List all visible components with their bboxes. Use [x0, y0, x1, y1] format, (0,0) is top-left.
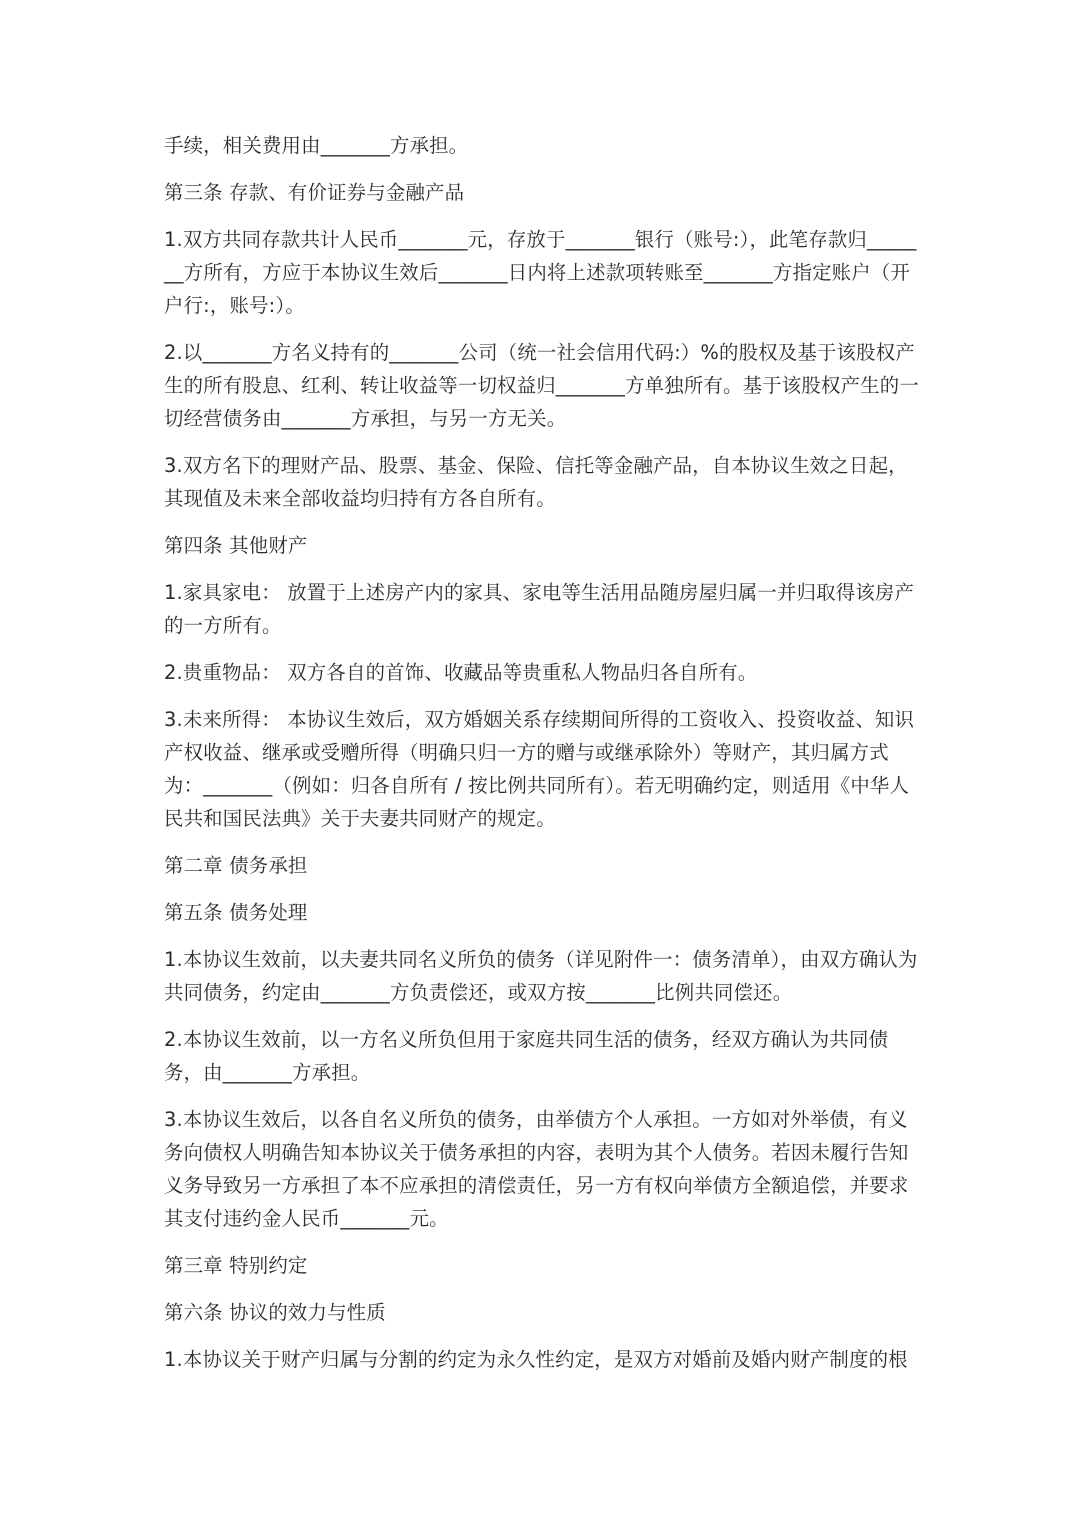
article-heading: 第六条 协议的效力与性质 — [164, 1301, 386, 1324]
paragraph: 1.双方共同存款共计人民币_______元，存放于_______银行（账号:），此笔存款归_______方所有，方应于本协议生效后_______日内将上述款项转账至_______方指定账户（开户行:，账号:）。 — [164, 228, 917, 317]
paragraph: 3.未来所得： 本协议生效后，双方婚姻关系存续期间所得的工资收入、投资收益、知识产权收益、继承或受赠所得（明确只归一方的赠与或继承除外）等财产，其归属方式为：_______（例如：归各自所有 / 按比例共同所有）。若无明确约定，则适用《中华人民共和国民法典》关于夫妻共同财产的规定。 — [164, 708, 915, 830]
document-page — [164, 129, 920, 1390]
paragraph: 手续，相关费用由_______方承担。 — [164, 134, 469, 157]
article-heading: 第五条 债务处理 — [164, 901, 308, 924]
paragraph: 2.以_______方名义持有的_______公司（统一社会信用代码:）%的股权及基于该股权产生的所有股息、红利、转让收益等一切权益归_______方单独所有。基于该股权产生的一切经营债务由_______方承担，与另一方无关。 — [164, 341, 919, 430]
paragraph: 3.双方名下的理财产品、股票、基金、保险、信托等金融产品，自本协议生效之日起，其现值及未来全部收益均归持有方各自所有。 — [164, 454, 908, 510]
paragraph: 1.家具家电： 放置于上述房产内的家具、家电等生活用品随房屋归属一并归取得该房产的一方所有。 — [164, 581, 915, 637]
paragraph: 2.本协议生效前，以一方名义所负但用于家庭共同生活的债务，经双方确认为共同债务，由_______方承担。 — [164, 1028, 889, 1084]
paragraph: 2.贵重物品： 双方各自的首饰、收藏品等贵重私人物品归各自所有。 — [164, 661, 758, 684]
paragraph: 3.本协议生效后，以各自名义所负的债务，由举债方个人承担。一方如对外举债，有义务向债权人明确告知本协议关于债务承担的内容，表明为其个人债务。若因未履行告知义务导致另一方承担了本不应承担的清偿责任，另一方有权向举债方全额追偿，并要求其支付违约金人民币_______元。 — [164, 1108, 909, 1230]
paragraph: 1.本协议生效前，以夫妻共同名义所负的债务（详见附件一：债务清单），由双方确认为共同债务，约定由_______方负责偿还，或双方按_______比例共同偿还。 — [164, 948, 918, 1004]
paragraph: 1.本协议关于财产归属与分割的约定为永久性约定，是双方对婚前及婚内财产制度的根 — [164, 1348, 908, 1371]
chapter-heading: 第三章 特别约定 — [164, 1254, 308, 1277]
chapter-heading: 第二章 债务承担 — [164, 854, 308, 877]
article-heading: 第三条 存款、有价证券与金融产品 — [164, 181, 465, 204]
article-heading: 第四条 其他财产 — [164, 534, 308, 557]
